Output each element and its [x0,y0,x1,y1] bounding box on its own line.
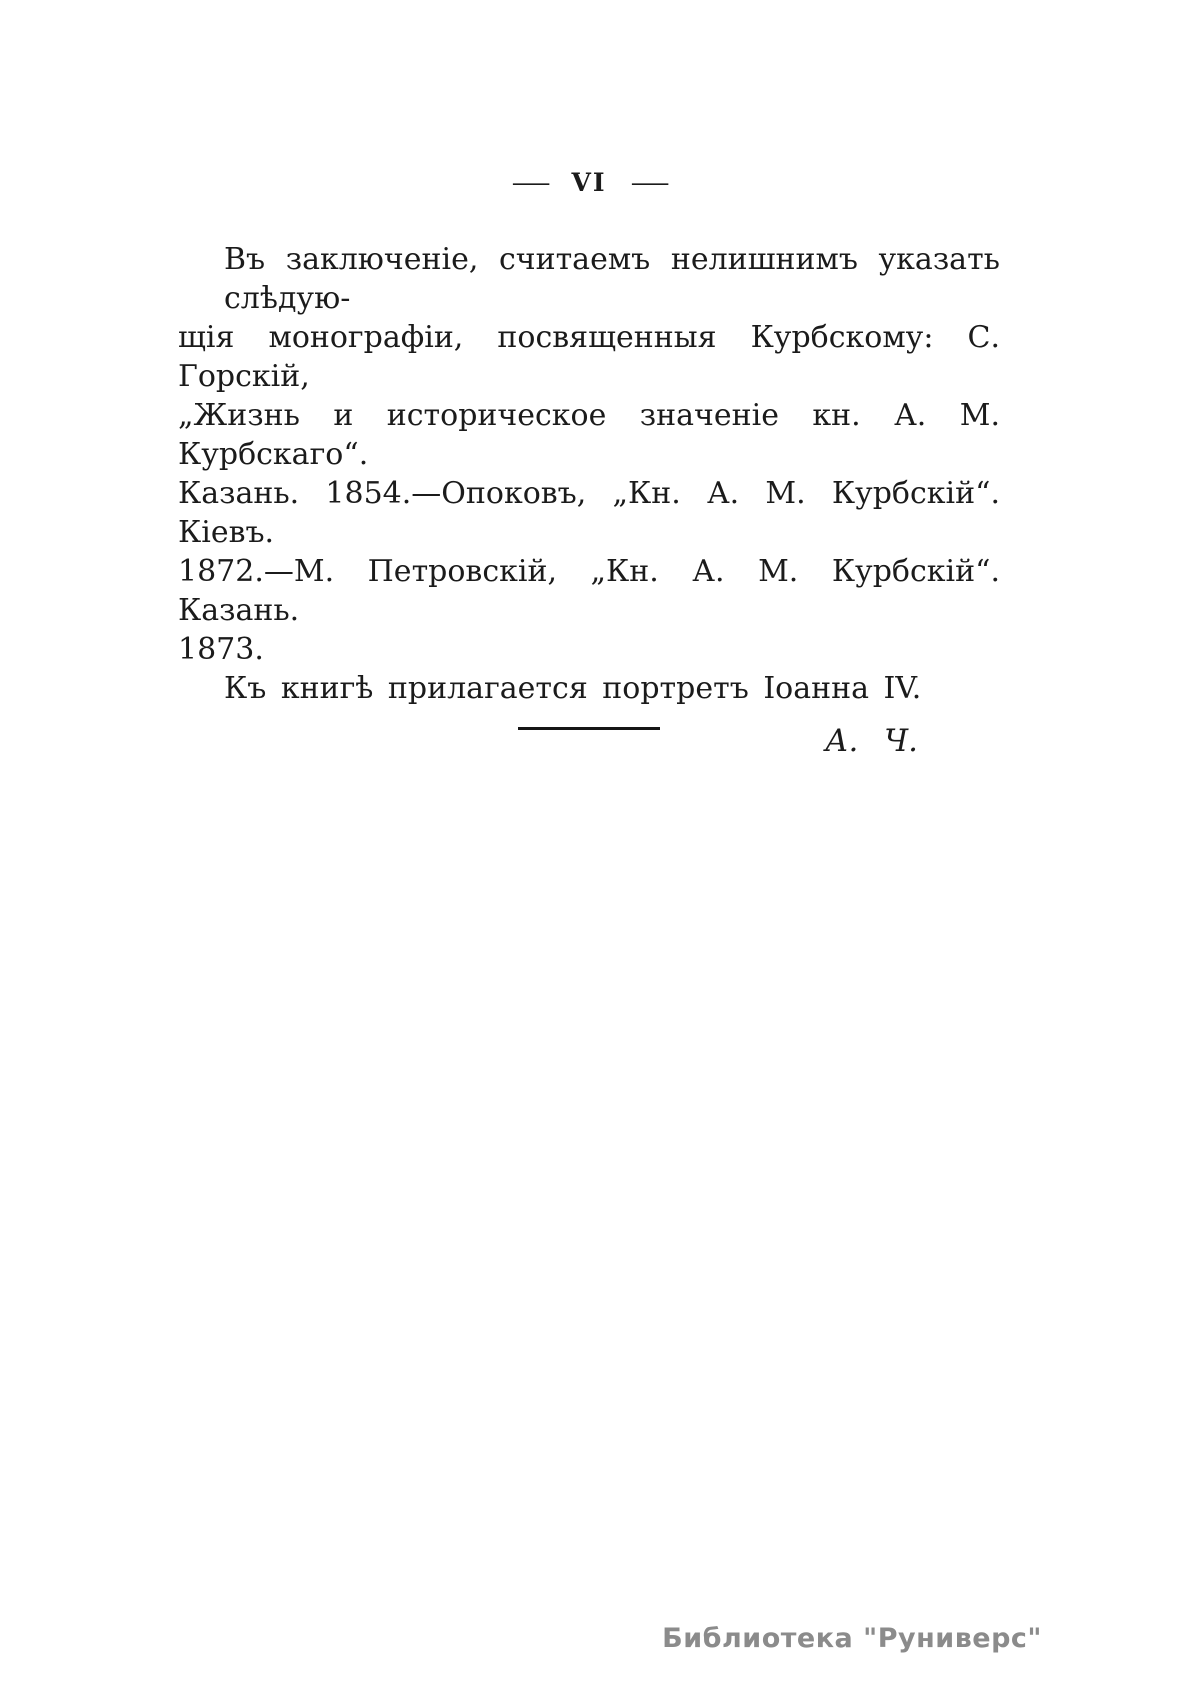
text-line: щія монографіи, посвященныя Курбскому: С. Горскій, [178,320,1000,394]
text-line: Въ заключеніе, считаемъ нелишнимъ указать слѣдую- [224,242,1000,316]
text-line: 1873. [178,632,264,667]
section-divider [178,727,1000,730]
running-head [178,168,1000,197]
section-divider-rule [518,727,660,730]
text-line: 1872.—М. Петровскій, „Кн. А. М. Курбскій“. Казань. [178,554,1000,628]
author-initials: А. Ч. [824,723,918,759]
library-watermark: Библиотека "Руниверс" [662,1623,1042,1654]
text-line: „Жизнь и историческое значеніе кн. А. М. Курбскаго“. [178,398,1000,472]
header-dash-right: — [629,168,667,197]
text-line: Къ книгѣ прилагается портретъ Іоанна IV. [224,671,922,706]
page-number: VI [571,168,607,197]
text-line: Казань. 1854.—Опоковъ, „Кн. А. М. Курбскій“. Кіевъ. [178,476,1000,550]
header-dash-left: — [511,168,549,197]
main-text-column [178,240,1000,761]
